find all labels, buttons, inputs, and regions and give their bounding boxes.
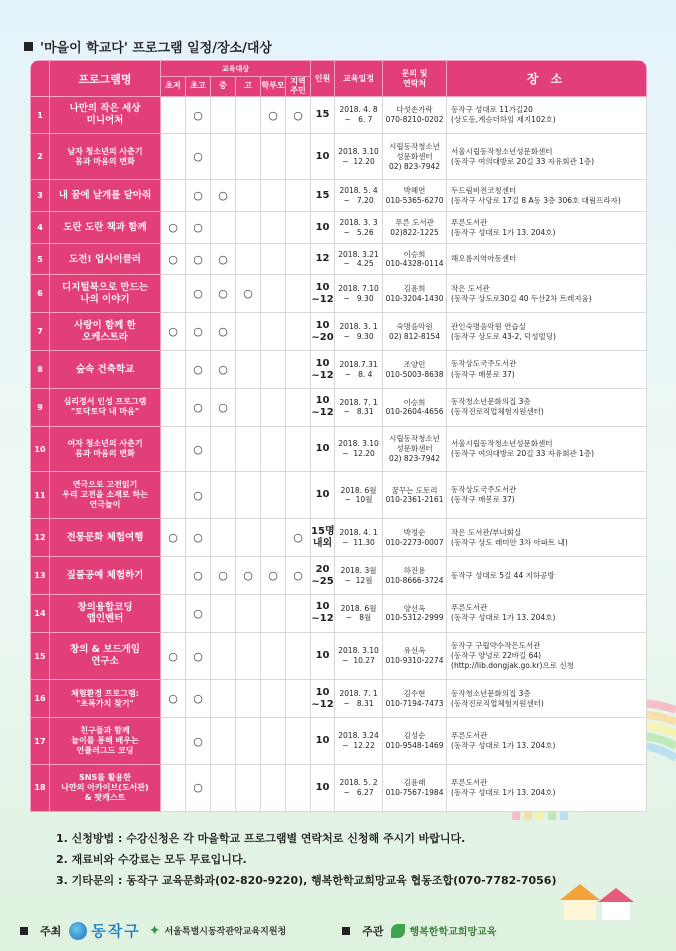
target-mark — [236, 426, 261, 472]
schedule: 2018. 4. 8 ~ 6. 7 — [335, 97, 383, 134]
table-row — [31, 244, 647, 275]
program-name: 친구들과 함께 놀이를 통해 배우는 언플러그드 코딩 — [50, 718, 161, 765]
capacity: 10 — [311, 632, 335, 679]
capacity: 10 — [311, 764, 335, 811]
contact: 이승희 010-4328-0114 — [383, 244, 447, 275]
program-name: 남자 청소년의 사춘기 몸과 마음의 변화 — [50, 134, 161, 180]
place: 동작상도국주도서관 (동작구 매봉로 37) — [447, 472, 647, 519]
capacity: 15 — [311, 97, 335, 134]
target-mark — [261, 180, 286, 212]
table-row — [31, 134, 647, 180]
target-mark: ○ — [211, 557, 236, 595]
target-mark — [261, 134, 286, 180]
target-mark: ○ — [261, 97, 286, 134]
target-mark: ○ — [161, 244, 186, 275]
row-number: 7 — [31, 313, 50, 351]
header-num — [31, 61, 50, 97]
program-name: 연극으로 고전읽기 우리 고전을 소재로 하는 연극놀이 — [50, 472, 161, 519]
footer — [0, 910, 676, 951]
target-mark: ○ — [161, 313, 186, 351]
target-mark — [286, 718, 311, 765]
row-number: 18 — [31, 764, 50, 811]
target-mark — [261, 313, 286, 351]
row-number: 1 — [31, 97, 50, 134]
table-row — [31, 212, 647, 244]
place: 해오름지역아동센터 — [447, 244, 647, 275]
target-mark — [236, 212, 261, 244]
target-mark: ○ — [186, 680, 211, 718]
program-name: 창의 & 보드게임 연구소 — [50, 632, 161, 679]
target-mark — [161, 426, 186, 472]
target-mark — [261, 351, 286, 389]
place: 작은 도서관 (동작구 상도로30길 40 두산2차 트레지움) — [447, 275, 647, 313]
row-number: 16 — [31, 680, 50, 718]
target-mark: ○ — [161, 519, 186, 557]
education-office-name: 서울특별시동작관악교육지원청 — [164, 927, 287, 937]
contact: 양선옥 010-5312-2999 — [383, 594, 447, 632]
target-mark: ○ — [236, 275, 261, 313]
program-name: 짚풀공예 체험하기 — [50, 557, 161, 595]
target-mark — [211, 519, 236, 557]
schedule: 2018. 5. 2 ~ 6.27 — [335, 764, 383, 811]
capacity: 15 — [311, 180, 335, 212]
target-mark: ○ — [286, 557, 311, 595]
capacity: 10 ~20 — [311, 313, 335, 351]
education-office-logo — [149, 923, 286, 939]
page-title-text: '마을이 학교다' 프로그램 일정/장소/대상 — [40, 40, 272, 56]
place: 동작청소년문화의집 3층 (동작진로직업체험지원센터) — [447, 388, 647, 426]
target-mark: ○ — [186, 134, 211, 180]
target-mark: ○ — [186, 426, 211, 472]
capacity: 10 — [311, 212, 335, 244]
capacity: 12 — [311, 244, 335, 275]
schedule: 2018. 7. 1 ~ 8.31 — [335, 680, 383, 718]
place: 동작구 성대로 5길 44 지하공방 — [447, 557, 647, 595]
target-mark: ○ — [186, 388, 211, 426]
target-mark — [286, 351, 311, 389]
target-mark — [161, 97, 186, 134]
row-number: 12 — [31, 519, 50, 557]
target-mark — [286, 180, 311, 212]
header-target-col: 초고 — [186, 77, 211, 97]
schedule: 2018. 3.21 ~ 4.25 — [335, 244, 383, 275]
target-mark — [261, 680, 286, 718]
capacity: 10 ~12 — [311, 594, 335, 632]
row-number: 14 — [31, 594, 50, 632]
target-mark — [236, 313, 261, 351]
target-mark — [286, 632, 311, 679]
host-label: 주최 — [40, 924, 62, 938]
row-number: 10 — [31, 426, 50, 472]
page-title — [24, 36, 272, 56]
capacity: 10 — [311, 472, 335, 519]
contact: 박혜연 010-5365-6270 — [383, 180, 447, 212]
schedule: 2018. 3.24 ~ 12.22 — [335, 718, 383, 765]
row-number: 17 — [31, 718, 50, 765]
target-mark — [261, 244, 286, 275]
target-mark — [161, 594, 186, 632]
target-mark — [236, 680, 261, 718]
target-mark — [286, 313, 311, 351]
table-row — [31, 388, 647, 426]
schedule: 2018. 6월 ~ 8월 — [335, 594, 383, 632]
schedule: 2018.7.31 ~ 8. 4 — [335, 351, 383, 389]
target-mark: ○ — [211, 313, 236, 351]
target-mark — [161, 557, 186, 595]
target-mark — [236, 472, 261, 519]
row-number: 4 — [31, 212, 50, 244]
target-mark — [161, 134, 186, 180]
target-mark: ○ — [286, 97, 311, 134]
target-mark — [261, 472, 286, 519]
place: 푸른도서관 (동작구 성대로 1가 13. 204호) — [447, 718, 647, 765]
target-mark: ○ — [211, 244, 236, 275]
happy-school-name: 행복한학교희망교육 — [409, 927, 497, 938]
place: 동작청소년문화의집 3층 (동작진로직업체험지원센터) — [447, 680, 647, 718]
target-mark: ○ — [211, 275, 236, 313]
target-mark — [161, 275, 186, 313]
capacity: 15명 내외 — [311, 519, 335, 557]
capacity: 10 — [311, 426, 335, 472]
schedule: 2018. 7. 1 ~ 8.31 — [335, 388, 383, 426]
place: 푸른도서관 (동작구 성대로 1가 13. 204호) — [447, 764, 647, 811]
header-capacity: 인원 — [311, 61, 335, 97]
program-name: 도전! 업사이클러 — [50, 244, 161, 275]
target-mark — [261, 718, 286, 765]
row-number: 8 — [31, 351, 50, 389]
contact: 김수현 010-7194-7473 — [383, 680, 447, 718]
row-number: 2 — [31, 134, 50, 180]
capacity: 10 ~12 — [311, 275, 335, 313]
target-mark: ○ — [186, 764, 211, 811]
program-name: 체험환경 프로그램: "초록가치 찾기" — [50, 680, 161, 718]
schedule: 2018. 7.10 ~ 9.30 — [335, 275, 383, 313]
row-number: 3 — [31, 180, 50, 212]
header-contact: 문의 및 연락처 — [383, 61, 447, 97]
contact: 다섯손가락 070-8210-0202 — [383, 97, 447, 134]
table-row — [31, 180, 647, 212]
row-number: 11 — [31, 472, 50, 519]
target-mark: ○ — [286, 519, 311, 557]
place: 관인숙명음악원 연습실 (동작구 상도로 43-2, 덕성빌딩) — [447, 313, 647, 351]
row-number: 15 — [31, 632, 50, 679]
leaf-icon — [391, 924, 405, 938]
target-mark — [211, 764, 236, 811]
target-mark: ○ — [186, 180, 211, 212]
target-mark — [211, 718, 236, 765]
target-mark — [236, 388, 261, 426]
row-number: 5 — [31, 244, 50, 275]
schedule: 2018. 3월 ~ 12월 — [335, 557, 383, 595]
target-mark — [161, 718, 186, 765]
target-mark: ○ — [186, 472, 211, 519]
target-mark: ○ — [261, 557, 286, 595]
contact: 꿈꾸는 도토리 010-2361-2161 — [383, 472, 447, 519]
target-mark — [261, 594, 286, 632]
header-target-col: 중 — [211, 77, 236, 97]
header-place: 장 소 — [447, 61, 647, 97]
capacity: 10 ~12 — [311, 351, 335, 389]
dongjak-emblem-icon — [69, 922, 87, 940]
target-mark — [161, 351, 186, 389]
contact: 박정순 010-2273-0007 — [383, 519, 447, 557]
target-mark — [286, 472, 311, 519]
target-mark: ○ — [186, 351, 211, 389]
program-name: 사랑이 함께 한 오케스트라 — [50, 313, 161, 351]
target-mark: ○ — [211, 180, 236, 212]
table-row — [31, 764, 647, 811]
note-item: 2. 재료비와 수강료는 모두 무료입니다. — [56, 853, 247, 866]
target-mark: ○ — [186, 594, 211, 632]
capacity: 10 — [311, 134, 335, 180]
program-name: 여자 청소년의 사춘기 몸과 마음의 변화 — [50, 426, 161, 472]
header-target-col: 초저 — [161, 77, 186, 97]
program-name: SNS를 활용한 나만의 아카이브(도서관) & 팟캐스트 — [50, 764, 161, 811]
contact: 김성순 010-9548-1469 — [383, 718, 447, 765]
target-mark: ○ — [161, 680, 186, 718]
target-mark — [286, 134, 311, 180]
target-mark: ○ — [186, 519, 211, 557]
target-mark — [286, 275, 311, 313]
target-mark — [236, 97, 261, 134]
target-mark — [211, 212, 236, 244]
target-mark: ○ — [161, 212, 186, 244]
dongjak-logo — [69, 920, 140, 941]
program-table — [30, 60, 647, 812]
contact: 김윤희 010-3204-1430 — [383, 275, 447, 313]
target-mark — [161, 472, 186, 519]
target-mark — [236, 764, 261, 811]
target-mark — [261, 764, 286, 811]
target-mark — [211, 632, 236, 679]
program-name: 숲속 건축학교 — [50, 351, 161, 389]
header-target-col: 지역 주민 — [286, 77, 311, 97]
header-target-col: 학부모 — [261, 77, 286, 97]
table-row — [31, 472, 647, 519]
education-office-emblem-icon: ✦ — [148, 922, 161, 939]
target-mark — [261, 212, 286, 244]
target-mark: ○ — [186, 244, 211, 275]
contact: 하진용 010-8666-3724 — [383, 557, 447, 595]
table-row — [31, 519, 647, 557]
capacity: 20 ~25 — [311, 557, 335, 595]
target-mark — [211, 594, 236, 632]
target-mark — [211, 426, 236, 472]
contact: 이승희 010-2604-4656 — [383, 388, 447, 426]
contact: 시립동작청소년 성문화센터 02) 823-7942 — [383, 426, 447, 472]
capacity: 10 — [311, 718, 335, 765]
schedule: 2018. 3.10 ~ 12.20 — [335, 134, 383, 180]
dongjak-logo-text: 동작구 — [91, 922, 141, 940]
target-mark — [161, 180, 186, 212]
contact: 조양민 010-5003-8638 — [383, 351, 447, 389]
target-mark — [236, 519, 261, 557]
target-mark — [236, 632, 261, 679]
schedule: 2018. 3.10 ~ 10.27 — [335, 632, 383, 679]
schedule: 2018. 3. 1 ~ 9.30 — [335, 313, 383, 351]
target-mark: ○ — [161, 632, 186, 679]
target-mark: ○ — [186, 557, 211, 595]
target-mark — [236, 134, 261, 180]
note-item: 3. 기타문의 : 동작구 교육문화과(02-820-9220), 행복한학교희망교육 협동조합(070-7782-7056) — [56, 874, 557, 887]
target-mark — [286, 388, 311, 426]
target-mark — [211, 134, 236, 180]
row-number: 9 — [31, 388, 50, 426]
target-mark — [161, 764, 186, 811]
capacity: 10 ~12 — [311, 680, 335, 718]
target-mark — [286, 764, 311, 811]
target-mark: ○ — [186, 275, 211, 313]
schedule: 2018. 3. 3 ~ 5.26 — [335, 212, 383, 244]
header-program: 프로그램명 — [50, 61, 161, 97]
program-name: 나만의 작은 세상 미니어처 — [50, 97, 161, 134]
target-mark: ○ — [186, 313, 211, 351]
bullet-square-icon — [24, 42, 33, 51]
target-mark — [211, 97, 236, 134]
target-mark: ○ — [186, 212, 211, 244]
target-mark — [286, 594, 311, 632]
place: 동작구 성대로 11가길20 (상도동,계승더하임 제지102호) — [447, 97, 647, 134]
note-item: 1. 신청방법 : 수강신청은 각 마을학교 프로그램별 연락처로 신청해 주시기 바랍니다. — [56, 832, 466, 845]
contact: 김윤래 010-7567-1984 — [383, 764, 447, 811]
target-mark: ○ — [211, 388, 236, 426]
target-mark — [261, 275, 286, 313]
program-name: 전통문화 체험여행 — [50, 519, 161, 557]
target-mark — [286, 426, 311, 472]
contact: 숙명음악원 02) 812-8154 — [383, 313, 447, 351]
table-row — [31, 313, 647, 351]
target-mark: ○ — [211, 351, 236, 389]
target-mark: ○ — [236, 557, 261, 595]
program-name: 내 꿈에 날개를 달아줘 — [50, 180, 161, 212]
organizer-label: 주관 — [362, 924, 384, 938]
table-row — [31, 351, 647, 389]
target-mark — [236, 244, 261, 275]
target-mark — [161, 388, 186, 426]
schedule: 2018. 5. 4 ~ 7.20 — [335, 180, 383, 212]
table-row — [31, 680, 647, 718]
target-mark — [211, 472, 236, 519]
target-mark — [236, 594, 261, 632]
header-schedule: 교육일정 — [335, 61, 383, 97]
place: 동작상도국주도서관 (동작구 매봉로 37) — [447, 351, 647, 389]
table-row — [31, 426, 647, 472]
row-number: 6 — [31, 275, 50, 313]
target-mark: ○ — [186, 718, 211, 765]
contact: 시립동작청소년 성문화센터 02) 823-7942 — [383, 134, 447, 180]
program-name: 도란 도란 책과 함께 — [50, 212, 161, 244]
place: 동작구 구립약수작은도서관 (동작구 양녕로 22바길 64) (http://lib.dongjak.go.kr)으로 신청 — [447, 632, 647, 679]
row-number: 13 — [31, 557, 50, 595]
program-name: 심리정서 인성 프로그램 "토닥토닥 내 마음" — [50, 388, 161, 426]
schedule: 2018. 6월 ~ 10월 — [335, 472, 383, 519]
header-target: 교육대상 — [161, 61, 311, 77]
target-mark: ○ — [186, 632, 211, 679]
target-mark — [286, 680, 311, 718]
table-row — [31, 557, 647, 595]
contact: 유선옥 010-9310-2274 — [383, 632, 447, 679]
program-name: 디지털북으로 만드는 나의 이야기 — [50, 275, 161, 313]
table-row — [31, 275, 647, 313]
schedule: 2018. 3.10 ~ 12.20 — [335, 426, 383, 472]
target-mark — [261, 632, 286, 679]
schedule: 2018. 4. 1 ~ 11.30 — [335, 519, 383, 557]
happy-school-logo — [391, 923, 496, 938]
place: 작은 도서관/부녀회실 (동작구 상도 래미안 3차 아파트 내) — [447, 519, 647, 557]
target-mark — [286, 244, 311, 275]
place: 서울시립동작청소년성문화센터 (동작구 여의대방로 20길 33 자유회관 1층) — [447, 134, 647, 180]
target-mark — [261, 426, 286, 472]
bullet-square-icon — [342, 927, 350, 935]
table-row — [31, 718, 647, 765]
table-row — [31, 632, 647, 679]
target-mark: ○ — [186, 97, 211, 134]
target-mark — [261, 388, 286, 426]
target-mark — [261, 519, 286, 557]
target-mark — [236, 351, 261, 389]
header-target-col: 고 — [236, 77, 261, 97]
place: 푸른도서관 (동작구 성대로 1가 13. 204호) — [447, 212, 647, 244]
capacity: 10 ~12 — [311, 388, 335, 426]
place: 서울시립동작청소년성문화센터 (동작구 여의대방로 20길 33 자유회관 1층) — [447, 426, 647, 472]
target-mark — [236, 180, 261, 212]
target-mark — [236, 718, 261, 765]
place: 두드림비전코칭센터 (동작구 사당로 17길 8 A동 3층 306호 대림프라자) — [447, 180, 647, 212]
program-name: 창의융합코딩 앱인벤터 — [50, 594, 161, 632]
target-mark — [211, 680, 236, 718]
contact: 푸른 도서관 02)822-1225 — [383, 212, 447, 244]
place: 푸른도서관 (동작구 성대로 1가 13. 204호) — [447, 594, 647, 632]
target-mark — [286, 212, 311, 244]
table-row — [31, 594, 647, 632]
bullet-square-icon — [20, 927, 28, 935]
table-row — [31, 97, 647, 134]
